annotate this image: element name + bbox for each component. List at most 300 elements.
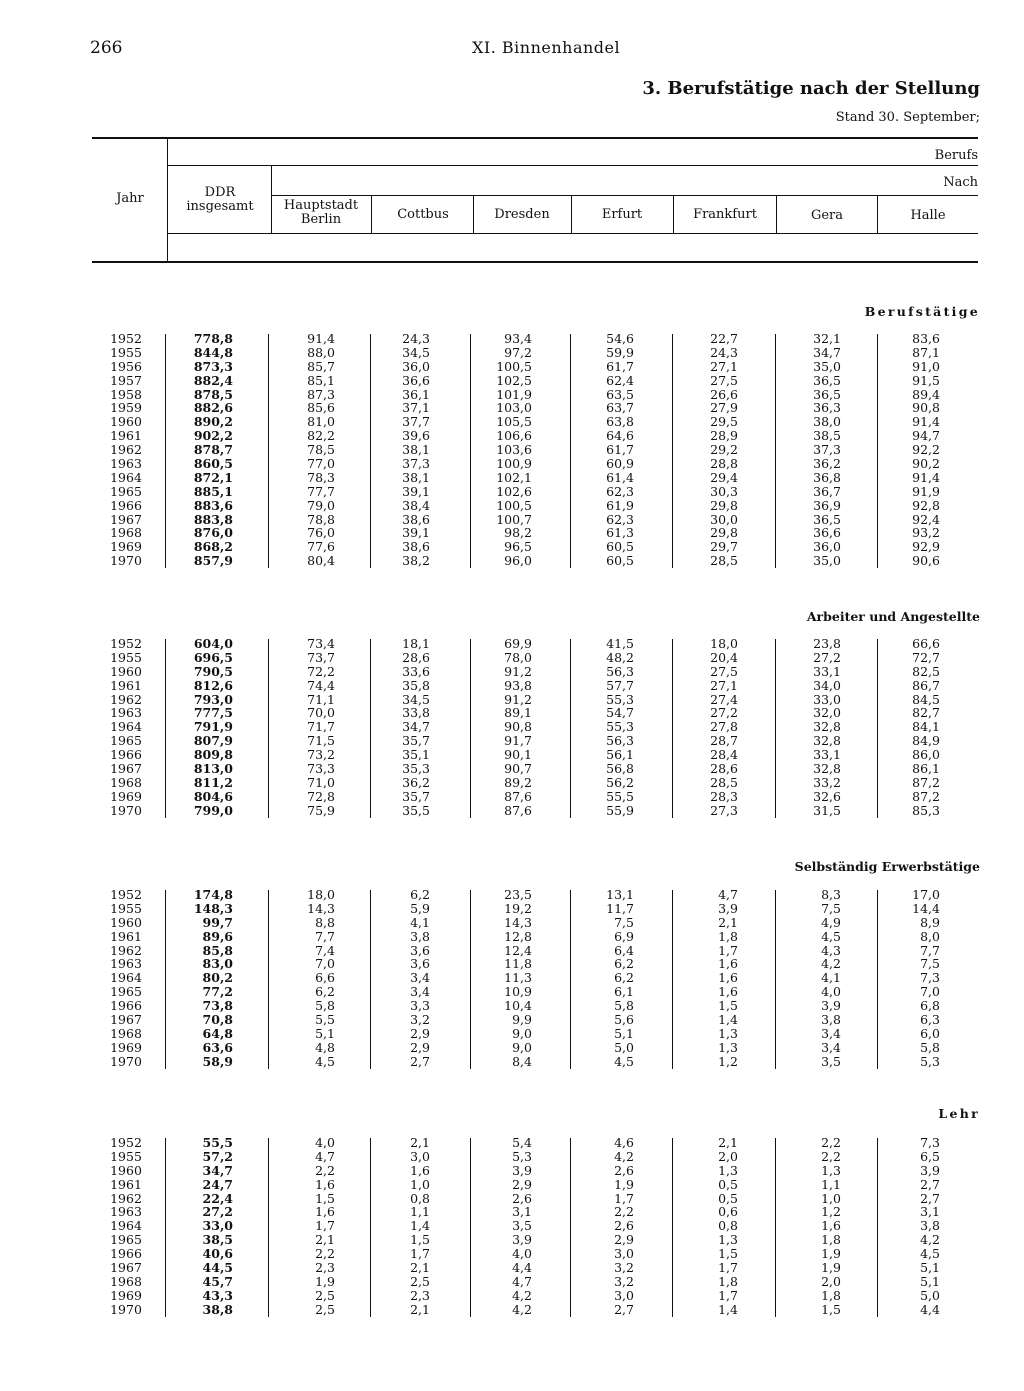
- header-district-erfurt: Erfurt: [601, 207, 643, 222]
- table-cell: 70,0: [307, 705, 335, 721]
- table-cell: 28,3: [710, 788, 738, 804]
- row-year: 1960: [110, 663, 142, 679]
- table-cell: 10,9: [504, 984, 532, 1000]
- table-cell: 63,5: [606, 386, 634, 402]
- table-cell: 89,1: [504, 705, 532, 721]
- table-cell: 5,1: [614, 1025, 634, 1041]
- header-district-berlin: Hauptstadt Berlin: [283, 198, 359, 227]
- table-cell: 36,8: [813, 469, 841, 485]
- header-district-halle: Halle: [910, 208, 946, 223]
- table-cell: 80,2: [202, 970, 233, 986]
- row-year: 1966: [110, 998, 142, 1014]
- table-cell: 24,3: [710, 344, 738, 360]
- table-cell: 8,8: [315, 914, 335, 930]
- table-cell: 4,7: [718, 887, 738, 902]
- table-cell: 62,4: [606, 372, 634, 388]
- table-cell: 1,2: [821, 1204, 841, 1220]
- table-cell: 45,7: [202, 1273, 233, 1289]
- table-cell: 885,1: [193, 483, 233, 499]
- row-year: 1958: [110, 386, 142, 402]
- table-cell: 94,7: [912, 428, 940, 444]
- table-note: Stand 30. September;: [835, 110, 980, 125]
- table-cell: 83,0: [202, 956, 233, 972]
- table-cell: 3,8: [920, 1218, 940, 1234]
- row-year: 1955: [110, 900, 142, 916]
- table-cell: 6,2: [614, 956, 634, 972]
- table-cell: 29,8: [710, 525, 738, 541]
- row-year: 1952: [110, 636, 142, 651]
- table-cell: 890,2: [193, 414, 233, 430]
- header-inner-rule: [168, 233, 978, 234]
- table-cell: 78,3: [307, 469, 335, 485]
- table-cell: 26,6: [710, 386, 738, 402]
- table-cell: 3,9: [718, 900, 738, 916]
- table-cell: 28,7: [710, 733, 738, 749]
- table-cell: 1,9: [821, 1246, 841, 1262]
- table-cell: 2,3: [315, 1260, 335, 1276]
- table-cell: 1,8: [821, 1232, 841, 1248]
- table-cell: 44,5: [202, 1260, 233, 1276]
- table-cell: 55,5: [202, 1135, 233, 1150]
- table-cell: 41,5: [606, 636, 634, 651]
- row-year: 1952: [110, 331, 142, 346]
- table-cell: 857,9: [193, 553, 233, 569]
- table-cell: 6,4: [614, 942, 634, 958]
- table-cell: 91,4: [912, 469, 940, 485]
- header-district-cottbus: Cottbus: [397, 207, 449, 222]
- row-year: 1963: [110, 1204, 142, 1220]
- table-cell: 56,2: [606, 774, 634, 790]
- table-cell: 34,7: [402, 719, 430, 735]
- table-cell: 18,0: [307, 887, 335, 902]
- table-cell: 35,0: [813, 553, 841, 569]
- section-lehr: [0, 1136, 1024, 1323]
- table-cell: 1,6: [718, 970, 738, 986]
- table-cell: 2,2: [821, 1135, 841, 1150]
- column-years: [96, 888, 156, 1069]
- header-ddr: DDR insgesamt: [186, 185, 254, 214]
- section-title-lehr: Lehr: [938, 1106, 980, 1121]
- table-cell: 80,4: [307, 553, 335, 569]
- table-cell: 4,8: [315, 1039, 335, 1055]
- table-cell: 18,0: [710, 636, 738, 651]
- column-years: [96, 1136, 156, 1317]
- table-cell: 86,7: [912, 677, 940, 693]
- table-cell: 72,8: [307, 788, 335, 804]
- table-cell: 38,1: [402, 469, 430, 485]
- table-cell: 71,0: [307, 774, 335, 790]
- table-cell: 3,4: [821, 1039, 841, 1055]
- table-cell: 63,6: [202, 1039, 233, 1055]
- section-berufstaetige: [0, 332, 1024, 574]
- table-cell: 1,9: [614, 1176, 634, 1192]
- table-cell: 32,8: [813, 761, 841, 777]
- table-cell: 11,8: [504, 956, 532, 972]
- table-cell: 36,2: [402, 774, 430, 790]
- table-cell: 29,2: [710, 442, 738, 458]
- table-cell: 23,8: [813, 636, 841, 651]
- row-year: 1968: [110, 774, 142, 790]
- table-cell: 33,1: [813, 747, 841, 763]
- table-cell: 20,4: [710, 649, 738, 665]
- table-cell: 105,5: [496, 414, 532, 430]
- header-bottom-rule: [92, 261, 978, 263]
- column-rule-ddr: [165, 639, 166, 818]
- table-cell: 90,2: [912, 456, 940, 472]
- table-cell: 14,3: [504, 914, 532, 930]
- table-cell: 3,2: [614, 1273, 634, 1289]
- table-cell: 87,3: [307, 386, 335, 402]
- table-cell: 27,4: [710, 691, 738, 707]
- table-cell: 70,8: [202, 1012, 233, 1028]
- row-year: 1970: [110, 1301, 142, 1317]
- table-cell: 88,0: [307, 344, 335, 360]
- table-cell: 27,3: [710, 802, 738, 818]
- table-cell: 60,5: [606, 553, 634, 569]
- table-cell: 4,2: [821, 956, 841, 972]
- column-berlin: [266, 1136, 335, 1317]
- row-year: 1957: [110, 372, 142, 388]
- table-cell: 2,1: [315, 1232, 335, 1248]
- table-cell: 81,0: [307, 414, 335, 430]
- table-cell: 85,1: [307, 372, 335, 388]
- header-vline-berlin: [371, 196, 372, 233]
- row-year: 1964: [110, 719, 142, 735]
- table-cell: 174,8: [193, 887, 233, 902]
- table-cell: 876,0: [193, 525, 233, 541]
- table-cell: 1,7: [410, 1246, 430, 1262]
- table-cell: 90,8: [504, 719, 532, 735]
- table-cell: 38,4: [402, 497, 430, 513]
- table-title: 3. Berufstätige nach der Stellung: [642, 78, 980, 99]
- table-cell: 3,8: [821, 1012, 841, 1028]
- table-cell: 1,8: [718, 928, 738, 944]
- table-cell: 3,9: [512, 1162, 532, 1178]
- table-cell: 34,0: [813, 677, 841, 693]
- table-cell: 89,4: [912, 386, 940, 402]
- table-cell: 27,8: [710, 719, 738, 735]
- table-cell: 93,8: [504, 677, 532, 693]
- table-cell: 3,5: [512, 1218, 532, 1234]
- row-year: 1955: [110, 649, 142, 665]
- table-cell: 3,0: [614, 1287, 634, 1303]
- table-cell: 4,2: [920, 1232, 940, 1248]
- column-gera: [775, 888, 841, 1069]
- table-cell: 77,6: [307, 539, 335, 555]
- table-cell: 14,4: [912, 900, 940, 916]
- table-cell: 36,5: [813, 511, 841, 527]
- table-cell: 55,3: [606, 691, 634, 707]
- column-frankfurt: [672, 1136, 738, 1317]
- table-cell: 7,5: [821, 900, 841, 916]
- table-cell: 100,9: [496, 456, 532, 472]
- table-cell: 2,3: [410, 1287, 430, 1303]
- table-cell: 8,3: [821, 887, 841, 902]
- table-cell: 99,7: [202, 914, 233, 930]
- table-cell: 54,6: [606, 331, 634, 346]
- table-cell: 6,9: [614, 928, 634, 944]
- table-cell: 73,4: [307, 636, 335, 651]
- table-cell: 97,2: [504, 344, 532, 360]
- table-cell: 1,3: [718, 1039, 738, 1055]
- table-cell: 807,9: [193, 733, 233, 749]
- row-year: 1965: [110, 733, 142, 749]
- table-cell: 1,0: [821, 1190, 841, 1206]
- column-cottbus: [370, 1136, 430, 1317]
- table-cell: 4,2: [614, 1148, 634, 1164]
- row-year: 1956: [110, 358, 142, 374]
- column-ddr: [168, 332, 233, 568]
- column-rule-ddr: [165, 1138, 166, 1317]
- table-cell: 7,3: [920, 970, 940, 986]
- header-year: Jahr: [116, 191, 144, 206]
- table-cell: 1,6: [718, 956, 738, 972]
- table-cell: 34,7: [813, 344, 841, 360]
- table-cell: 22,4: [202, 1190, 233, 1206]
- column-rule-ddr: [165, 334, 166, 568]
- table-cell: 1,3: [821, 1162, 841, 1178]
- table-cell: 790,5: [193, 663, 233, 679]
- table-cell: 36,9: [813, 497, 841, 513]
- table-cell: 28,8: [710, 456, 738, 472]
- row-year: 1964: [110, 469, 142, 485]
- table-cell: 27,5: [710, 372, 738, 388]
- table-cell: 7,7: [920, 942, 940, 958]
- table-cell: 8,0: [920, 928, 940, 944]
- table-cell: 2,1: [718, 914, 738, 930]
- table-cell: 55,5: [606, 788, 634, 804]
- table-cell: 1,4: [718, 1301, 738, 1317]
- table-cell: 90,8: [912, 400, 940, 416]
- column-frankfurt: [672, 637, 738, 818]
- table-cell: 1,7: [614, 1190, 634, 1206]
- section-title-berufstaetige: Berufstätige: [864, 304, 980, 319]
- table-cell: 36,5: [813, 372, 841, 388]
- table-cell: 36,5: [813, 386, 841, 402]
- table-cell: 86,0: [912, 747, 940, 763]
- table-cell: 799,0: [193, 802, 233, 818]
- table-cell: 63,7: [606, 400, 634, 416]
- table-cell: 87,1: [912, 344, 940, 360]
- table-cell: 35,7: [402, 788, 430, 804]
- table-cell: 1,6: [821, 1218, 841, 1234]
- table-cell: 5,5: [315, 1012, 335, 1028]
- table-cell: 32,8: [813, 719, 841, 735]
- table-cell: 5,6: [614, 1012, 634, 1028]
- header-group-rule: [168, 165, 978, 166]
- table-cell: 38,6: [402, 511, 430, 527]
- table-cell: 2,1: [410, 1301, 430, 1317]
- table-cell: 1,0: [410, 1176, 430, 1192]
- table-cell: 23,5: [504, 887, 532, 902]
- table-cell: 92,9: [912, 539, 940, 555]
- table-cell: 36,7: [813, 483, 841, 499]
- table-cell: 33,8: [402, 705, 430, 721]
- table-cell: 71,1: [307, 691, 335, 707]
- table-cell: 5,0: [920, 1287, 940, 1303]
- table-cell: 2,9: [512, 1176, 532, 1192]
- table-cell: 28,5: [710, 774, 738, 790]
- column-halle: [876, 1136, 940, 1317]
- table-cell: 793,0: [193, 691, 233, 707]
- table-cell: 4,0: [315, 1135, 335, 1150]
- table-cell: 61,3: [606, 525, 634, 541]
- table-cell: 39,1: [402, 483, 430, 499]
- header-vline-ddr: [271, 166, 272, 233]
- table-cell: 91,0: [912, 358, 940, 374]
- row-year: 1960: [110, 914, 142, 930]
- table-cell: 100,5: [496, 358, 532, 374]
- table-cell: 3,0: [410, 1148, 430, 1164]
- table-cell: 37,3: [402, 456, 430, 472]
- row-year: 1970: [110, 802, 142, 818]
- column-berlin: [266, 332, 335, 568]
- table-cell: 77,7: [307, 483, 335, 499]
- table-cell: 35,5: [402, 802, 430, 818]
- table-cell: 33,0: [202, 1218, 233, 1234]
- row-year: 1969: [110, 788, 142, 804]
- column-ddr: [168, 637, 233, 818]
- table-cell: 1,7: [718, 942, 738, 958]
- table-cell: 73,3: [307, 761, 335, 777]
- table-cell: 4,3: [821, 942, 841, 958]
- table-cell: 31,5: [813, 802, 841, 818]
- table-cell: 60,5: [606, 539, 634, 555]
- table-cell: 3,4: [821, 1025, 841, 1041]
- table-cell: 7,5: [614, 914, 634, 930]
- table-cell: 14,3: [307, 900, 335, 916]
- table-cell: 0,8: [410, 1190, 430, 1206]
- table-cell: 2,1: [410, 1135, 430, 1150]
- column-halle: [876, 637, 940, 818]
- table-cell: 4,5: [315, 1053, 335, 1069]
- table-cell: 3,9: [512, 1232, 532, 1248]
- table-cell: 882,6: [193, 400, 233, 416]
- table-cell: 1,1: [821, 1176, 841, 1192]
- table-cell: 1,6: [315, 1204, 335, 1220]
- table-cell: 74,4: [307, 677, 335, 693]
- table-cell: 2,9: [410, 1025, 430, 1041]
- table-cell: 4,7: [315, 1148, 335, 1164]
- table-cell: 56,3: [606, 733, 634, 749]
- table-cell: 8,9: [920, 914, 940, 930]
- table-cell: 2,7: [920, 1176, 940, 1192]
- table-cell: 32,1: [813, 331, 841, 346]
- table-cell: 102,6: [496, 483, 532, 499]
- table-cell: 1,5: [718, 1246, 738, 1262]
- table-cell: 82,5: [912, 663, 940, 679]
- table-cell: 18,1: [402, 636, 430, 651]
- table-cell: 812,6: [193, 677, 233, 693]
- table-cell: 604,0: [193, 636, 233, 651]
- table-cell: 38,6: [402, 539, 430, 555]
- table-cell: 27,9: [710, 400, 738, 416]
- table-cell: 2,6: [512, 1190, 532, 1206]
- column-ddr: [168, 1136, 233, 1317]
- table-cell: 29,8: [710, 497, 738, 513]
- row-year: 1969: [110, 1287, 142, 1303]
- table-cell: 4,7: [512, 1273, 532, 1289]
- table-cell: 3,5: [821, 1053, 841, 1069]
- table-cell: 28,4: [710, 747, 738, 763]
- table-cell: 100,7: [496, 511, 532, 527]
- table-cell: 3,4: [410, 984, 430, 1000]
- table-cell: 103,0: [496, 400, 532, 416]
- column-cottbus: [370, 637, 430, 818]
- table-cell: 82,2: [307, 428, 335, 444]
- table-cell: 1,7: [718, 1287, 738, 1303]
- table-cell: 34,7: [202, 1162, 233, 1178]
- table-cell: 1,8: [718, 1273, 738, 1289]
- table-cell: 5,8: [315, 998, 335, 1014]
- row-year: 1968: [110, 525, 142, 541]
- table-cell: 71,5: [307, 733, 335, 749]
- header-district-dresden: Dresden: [494, 207, 550, 222]
- row-year: 1967: [110, 1012, 142, 1028]
- table-cell: 64,6: [606, 428, 634, 444]
- table-cell: 84,1: [912, 719, 940, 735]
- table-cell: 27,2: [813, 649, 841, 665]
- section-title-selbstaendig: Selbständig Erwerbstätige: [794, 859, 980, 874]
- table-cell: 5,9: [410, 900, 430, 916]
- table-cell: 13,1: [606, 887, 634, 902]
- table-cell: 3,6: [410, 956, 430, 972]
- table-cell: 1,7: [315, 1218, 335, 1234]
- column-frankfurt: [672, 888, 738, 1069]
- table-cell: 5,4: [512, 1135, 532, 1150]
- table-cell: 813,0: [193, 761, 233, 777]
- header-group-nach: Nach: [943, 175, 978, 190]
- section-selbstaendig: [0, 888, 1024, 1075]
- column-berlin: [266, 637, 335, 818]
- column-dresden: [470, 1136, 532, 1317]
- table-cell: 3,3: [410, 998, 430, 1014]
- table-cell: 37,3: [813, 442, 841, 458]
- table-cell: 2,0: [718, 1148, 738, 1164]
- table-cell: 4,1: [410, 914, 430, 930]
- table-cell: 76,0: [307, 525, 335, 541]
- row-year: 1964: [110, 970, 142, 986]
- table-cell: 4,5: [920, 1246, 940, 1262]
- table-cell: 2,2: [614, 1204, 634, 1220]
- table-cell: 73,2: [307, 747, 335, 763]
- table-cell: 1,7: [718, 1260, 738, 1276]
- table-cell: 7,0: [920, 984, 940, 1000]
- table-cell: 2,7: [410, 1053, 430, 1069]
- column-cottbus: [370, 888, 430, 1069]
- table-cell: 91,2: [504, 691, 532, 707]
- table-cell: 35,0: [813, 358, 841, 374]
- table-cell: 811,2: [193, 774, 233, 790]
- table-cell: 19,2: [504, 900, 532, 916]
- row-year: 1966: [110, 747, 142, 763]
- table-cell: 36,1: [402, 386, 430, 402]
- table-cell: 72,7: [912, 649, 940, 665]
- table-cell: 33,0: [813, 691, 841, 707]
- table-cell: 3,1: [920, 1204, 940, 1220]
- section-arbeiter: [0, 637, 1024, 824]
- table-cell: 2,0: [821, 1273, 841, 1289]
- table-cell: 24,7: [202, 1176, 233, 1192]
- table-cell: 36,2: [813, 456, 841, 472]
- table-cell: 69,9: [504, 636, 532, 651]
- table-cell: 2,1: [410, 1260, 430, 1276]
- table-cell: 6,1: [614, 984, 634, 1000]
- header-district-frankfurt: Frankfurt: [693, 207, 757, 222]
- table-cell: 1,5: [410, 1232, 430, 1248]
- table-cell: 696,5: [193, 649, 233, 665]
- table-cell: 1,4: [718, 1012, 738, 1028]
